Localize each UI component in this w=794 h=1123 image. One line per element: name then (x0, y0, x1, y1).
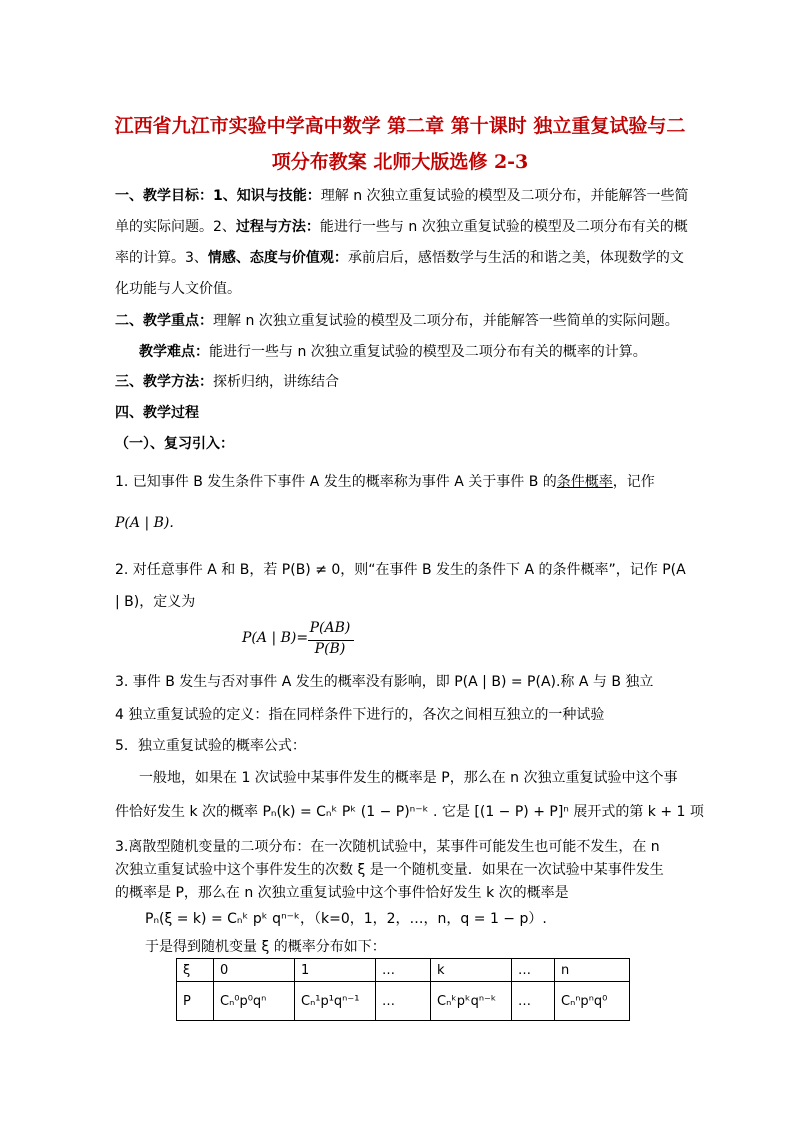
item-1-suffix: ，记作 (612, 474, 655, 490)
item-5-line-1: 一般地，如果在 1 次试验中某事件发生的概率是 P，那么在 n 次独立重复试验中这个事 (139, 770, 678, 786)
difficult-label: 教学难点： (139, 344, 209, 360)
binomial-distribution-table (176, 958, 630, 1021)
goal-2-prefix: 单的实际问题。2、 (115, 219, 236, 235)
goals-line-3 (115, 248, 685, 268)
distribution-intro: 于是得到随机变量 ξ 的概率分布如下： (145, 939, 386, 955)
key-points (115, 311, 685, 331)
item-1 (115, 472, 685, 492)
item-5: 5．独立重复试验的概率公式： (115, 738, 306, 754)
table-cell: 0 (214, 959, 295, 982)
item-1-notation: P(A | B). (115, 515, 174, 531)
table-cell: k (431, 959, 512, 982)
method-label: 三、教学方法： (115, 374, 213, 390)
method-text: 探析归纳，讲练结合 (213, 374, 339, 390)
binomial-line-1: 3.离散型随机变量的二项分布：在一次随机试验中，某事件可能发生也可能不发生，在 n (115, 839, 660, 855)
title-line-2: 项分布教案 北师大版选修 2-3 (271, 151, 529, 173)
table-cell: P (177, 982, 214, 1021)
goals-line-4: 化功能与人文价值。 (115, 281, 241, 297)
item-2-line-1: 2. 对任意事件 A 和 B，若 P(B) ≠ 0，则“在事件 B 发生的条件下 A 的条件概率”，记作 P(A (115, 562, 686, 578)
difficult-text: 能进行一些与 n 次独立重复试验的模型及二项分布有关的概率的计算。 (209, 344, 647, 360)
process-heading: 四、教学过程 (115, 405, 199, 421)
formula-denominator: P(B) (314, 641, 346, 657)
binomial-line-2: 次独立重复试验中这个事件发生的次数 ξ 是一个随机变量．如果在一次试验中某事件发生 (115, 862, 664, 878)
goal-process-label: 过程与方法： (235, 219, 320, 235)
formula-lhs: P(A | B)= (242, 630, 309, 646)
item-1-text: 1. 已知事件 B 发生条件下事件 A 发生的概率称为事件 A 关于事件 B 的 (115, 474, 557, 490)
table-cell: Cₙ⁰p⁰qⁿ (214, 982, 295, 1021)
goal-emotion-text: 承前启后，感悟数学与生活的和谐之美，体现数学的文 (347, 250, 684, 266)
table-cell: ξ (177, 959, 214, 982)
goal-knowledge-label: 1、知识与技能： (213, 188, 321, 204)
formula-numerator: P(AB) (309, 620, 351, 636)
goal-process-text: 能进行一些与 n 次独立重复试验的模型及二项分布有关的概 (319, 219, 688, 235)
table-cell: … (512, 959, 555, 982)
table-cell: … (512, 982, 555, 1021)
goal-emotion-label: 情感、态度与价值观： (207, 250, 348, 266)
difficult-points (139, 342, 709, 362)
table-cell: … (376, 982, 431, 1021)
binomial-formula: Pₙ(ξ = k) = Cₙᵏ pᵏ qⁿ⁻ᵏ，（k=0，1，2，…，n，q = 1 − p）. (145, 911, 547, 927)
item-3: 3. 事件 B 发生与否对事件 A 发生的概率没有影响，即 P(A | B) = P(A).称 A 与 B 独立 (115, 674, 654, 690)
item-5-line-2: 件恰好发生 k 次的概率 Pₙ(k) = Cₙᵏ Pᵏ (1 − P)ⁿ⁻ᵏ . 它是 [(1 − P) + P]ⁿ 展开式的第 k + 1 项 (115, 804, 704, 820)
goal-knowledge-text: 理解 n 次独立重复试验的模型及二项分布，并能解答一些简 (320, 188, 689, 204)
table-cell: … (376, 959, 431, 982)
binomial-line-3: 的概率是 P，那么在 n 次独立重复试验中这个事件恰好发生 k 次的概率是 (115, 885, 569, 901)
table-cell: Cₙⁿpⁿq⁰ (555, 982, 630, 1021)
table-cell: 1 (295, 959, 376, 982)
goal-3-prefix: 率的计算。3、 (115, 250, 208, 266)
item-2-line-2: | B)，定义为 (115, 594, 196, 610)
teaching-method (115, 372, 685, 392)
conditional-probability-term: 条件概率 (556, 474, 613, 490)
table-cell: Cₙ¹p¹qⁿ⁻¹ (295, 982, 376, 1021)
item-4: 4 独立重复试验的定义：指在同样条件下进行的，各次之间相互独立的一种试验 (115, 707, 605, 723)
table-row (177, 982, 630, 1021)
goals-label: 一、教学目标： (115, 188, 213, 204)
table-cell: Cₙᵏpᵏqⁿ⁻ᵏ (431, 982, 512, 1021)
title-line-1: 江西省九江市实验中学高中数学 第二章 第十课时 独立重复试验与二 (114, 115, 686, 137)
goals-line-2 (115, 217, 688, 237)
table-row (177, 959, 630, 982)
goals-line-1 (115, 186, 689, 206)
review-heading: （一）、复习引入： (115, 436, 234, 452)
key-label: 二、教学重点： (115, 313, 213, 329)
key-text: 理解 n 次独立重复试验的模型及二项分布，并能解答一些简单的实际问题。 (213, 313, 679, 329)
table-cell: n (555, 959, 630, 982)
